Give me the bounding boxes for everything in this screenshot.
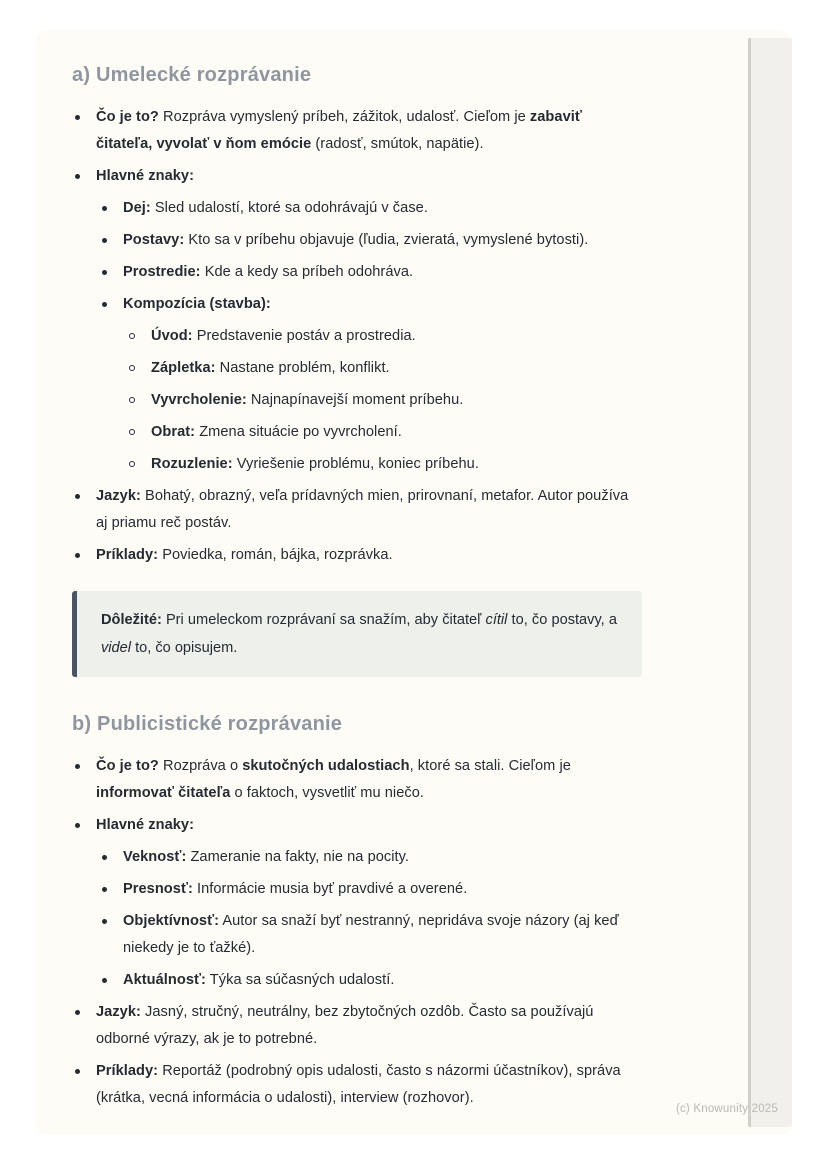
bold-text: Hlavné znaky: [96,817,194,833]
circle-bullet-icon [129,429,135,435]
list-item [126,355,642,382]
text: Rozpráva o [158,758,243,774]
list-item [72,753,642,807]
list-item-text [96,1058,642,1112]
list-item [99,259,642,286]
bold-text: Čo je to? [96,758,159,774]
list-item-text [96,999,642,1053]
list-item [72,812,642,839]
circle-bullet-icon [129,365,135,371]
bold-text: Príklady: [96,547,159,563]
list-item-text [96,812,194,839]
bold-text: Rozuzlenie: [151,456,233,472]
section-publicisticke-rozpravanie [72,713,642,1112]
bold-text: Dôležité: [101,612,162,628]
list-item-text [151,387,463,414]
nested-list [99,195,642,478]
bullet-icon [75,823,80,828]
bold-text: Presnosť: [123,881,193,897]
bullet-icon [102,978,107,983]
bold-text: Vyvrcholenie: [151,392,247,408]
bold-text: Objektívnosť: [123,913,220,929]
text: Týka sa súčasných udalostí. [205,972,395,988]
list-item-text [123,291,271,318]
text: Rozpráva vymyslený príbeh, zážitok, udalosť. Cieľom je [158,109,530,125]
list-item-text [123,227,588,254]
text: Pri umeleckom rozprávaní sa snažím, aby čitateľ [161,612,486,628]
list-item [126,419,642,446]
bold-text: Čo je to? [96,109,159,125]
text: Zmena situácie po vyvrcholení. [195,424,402,440]
list-item-text [123,844,409,871]
text: Sled udalostí, ktoré sa odohrávajú v čase. [150,200,428,216]
bullet-icon [75,494,80,499]
list-item-text [123,876,467,903]
text: Informácie musia byť pravdivé a overené. [192,881,468,897]
bullet-icon [102,302,107,307]
list-item [99,876,642,903]
text: Bohatý, obrazný, veľa prídavných mien, prirovnaní, metafor. Autor používa aj priamu reč postáv. [96,488,629,531]
list-item-text [151,419,402,446]
list-item-text [96,163,194,190]
section-a-heading: a) Umelecké rozprávanie [72,64,312,86]
bullet-icon [75,174,80,179]
bold-text: informovať čitateľa [96,785,231,801]
document-page [35,30,792,1135]
list-item [72,163,642,190]
bold-text: Dej: [123,200,151,216]
text: Reportáž (podrobný opis udalosti, často s názormi účastníkov), správa (krátka, vecná informácia o udalosti), interview (rozhovor). [96,1063,621,1106]
circle-bullet-icon [129,333,135,339]
bullet-icon [102,887,107,892]
bold-text: Aktuálnosť: [123,972,206,988]
bullet-icon [102,238,107,243]
list-item-text [123,967,394,994]
list-item [126,451,642,478]
bold-text: Úvod: [151,328,193,344]
text: Zameranie na fakty, nie na pocity. [186,849,410,865]
list-item-text [123,195,428,222]
bold-text: Hlavné znaky: [96,168,194,184]
text: Kde a kedy sa príbeh odohráva. [200,264,414,280]
nested-list [99,844,642,994]
list-item-text [123,259,413,286]
section-b-heading: b) Publicistické rozprávanie [72,713,343,735]
list-item [99,227,642,254]
bold-text: Prostredie: [123,264,201,280]
bullet-icon [75,115,80,120]
list-item [99,967,642,994]
text: to, čo opisujem. [131,640,238,656]
bold-text: Príklady: [96,1063,159,1079]
bold-text: Jazyk: [96,1004,141,1020]
bullet-icon [102,855,107,860]
bold-text: Obrat: [151,424,196,440]
bullet-icon [75,764,80,769]
nested-list [126,323,642,478]
italic-text: cítil [485,612,508,628]
list-item [72,1058,642,1112]
bullet-icon [102,919,107,924]
text: Autor sa snaží byť nestranný, nepridáva svoje názory (aj keď niekedy je to ťažké). [123,913,619,956]
bold-text: zabaviť čitateľa, vyvolať v ňom emócie [96,109,582,152]
list-item-text [151,323,416,350]
italic-text: videl [101,640,132,656]
list-item-text [151,451,479,478]
list-item [99,844,642,871]
text: o faktoch, vysvetliť mu niečo. [230,785,424,801]
bold-text: Zápletka: [151,360,216,376]
list-item [72,483,642,537]
list-item [126,387,642,414]
list-item-text [123,908,642,962]
bold-text: skutočných udalostiach [242,758,410,774]
bold-text: Kompozícia (stavba): [123,296,271,312]
list-item-text [96,483,642,537]
list-item-text [96,104,642,158]
text: to, čo postavy, a [507,612,617,628]
bold-text: Jazyk: [96,488,141,504]
list-item [72,104,642,158]
text: (radosť, smútok, napätie). [311,136,484,152]
important-callout [72,591,642,677]
section-b-list [72,753,642,1112]
list-item-text [96,753,642,807]
text: Jasný, stručný, neutrálny, bez zbytočných ozdôb. Často sa používajú odborné výrazy, ak je to potrebné. [96,1004,594,1047]
list-item [72,542,642,569]
bullet-icon [75,1069,80,1074]
text: , ktoré sa stali. Cieľom je [409,758,571,774]
text: Predstavenie postáv a prostredia. [192,328,416,344]
page-content [35,30,642,1135]
list-item-text [96,542,393,569]
bold-text: Veknosť: [123,849,187,865]
text: Najnapínavejší moment príbehu. [246,392,464,408]
section-a-list [72,104,642,569]
list-item [99,291,642,318]
list-item [99,908,642,962]
bold-text: Postavy: [123,232,185,248]
list-item [99,195,642,222]
circle-bullet-icon [129,397,135,403]
list-item [72,999,642,1053]
callout-text [101,606,617,662]
next-page-edge [748,38,792,1127]
bullet-icon [102,270,107,275]
text: Kto sa v príbehu objavuje (ľudia, zvieratá, vymyslené bytosti). [184,232,589,248]
bullet-icon [102,206,107,211]
text: Nastane problém, konflikt. [215,360,390,376]
bullet-icon [75,1010,80,1015]
section-umelecke-rozpravanie [72,64,642,569]
copyright-watermark: (c) Knowunity 2025 [675,1103,778,1115]
text: Vyriešenie problému, koniec príbehu. [232,456,479,472]
circle-bullet-icon [129,461,135,467]
bullet-icon [75,553,80,558]
text: Poviedka, román, bájka, rozprávka. [158,547,393,563]
list-item-text [151,355,390,382]
list-item [126,323,642,350]
